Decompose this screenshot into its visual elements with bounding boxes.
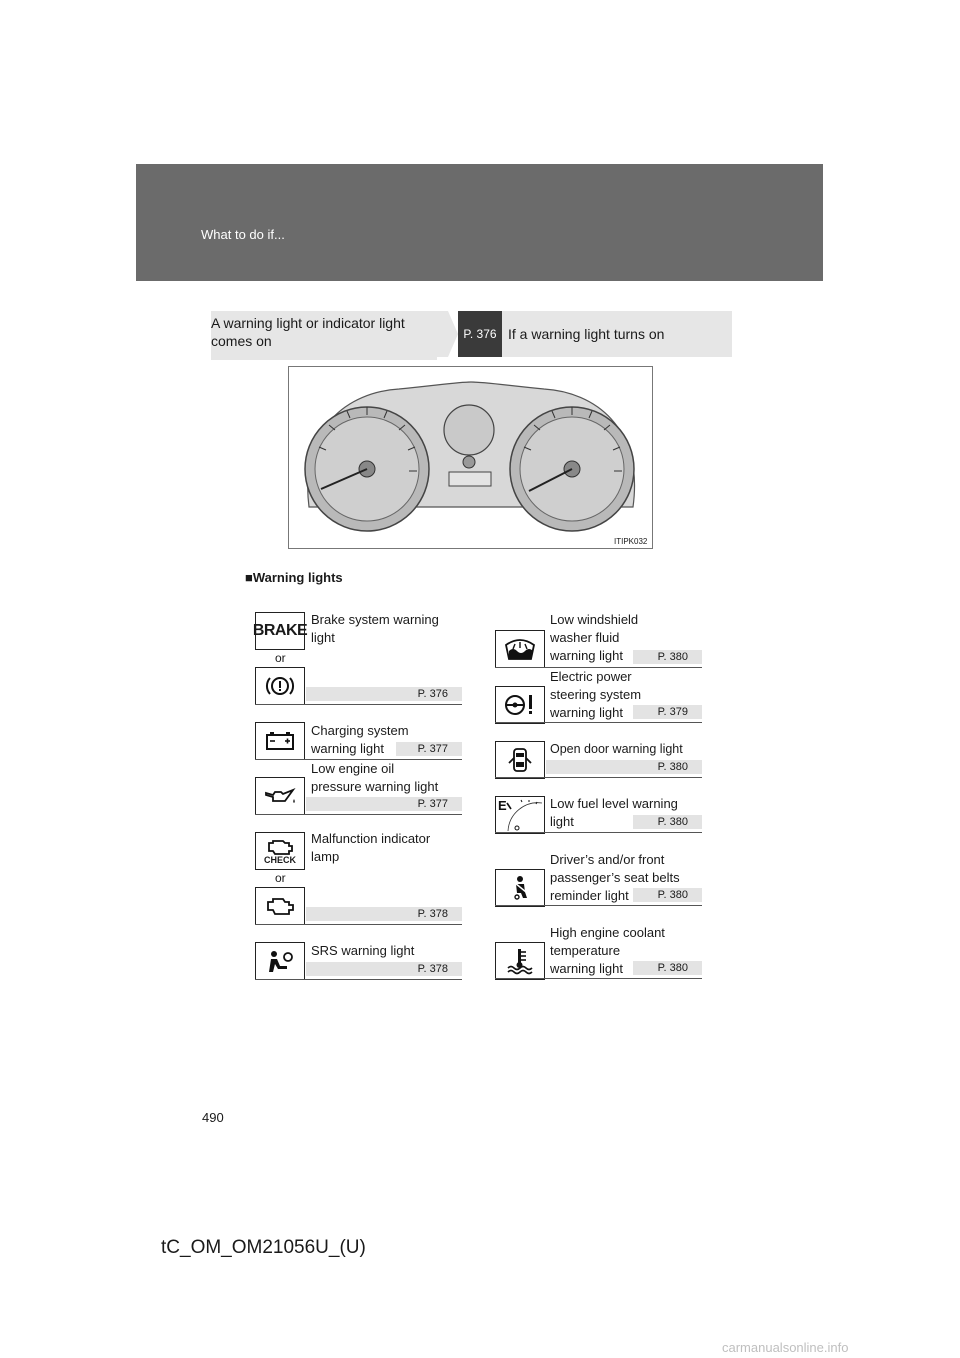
nav-topic-line1: A warning light or indicator light	[211, 315, 405, 331]
nav-arrow-icon	[436, 311, 458, 357]
washer-desc-line3: warning light	[550, 648, 623, 663]
divider	[495, 905, 702, 906]
svg-text:E: E	[498, 798, 507, 813]
check-engine-text-icon	[255, 832, 305, 870]
coolant-desc-line1: High engine coolant	[550, 925, 665, 940]
srs-page-ref[interactable]: P. 378	[306, 962, 462, 976]
brake-desc	[311, 611, 461, 647]
check-icon-text: CHECK	[263, 854, 296, 865]
or-label: or	[275, 651, 286, 665]
fuel-desc-line2: light	[550, 814, 574, 829]
fuel-page-ref[interactable]: P. 380	[633, 815, 702, 829]
seatbelt-icon	[495, 869, 545, 907]
oil-desc-line2: pressure warning light	[311, 779, 439, 794]
or-label: or	[275, 871, 286, 885]
washer-fluid-icon	[495, 630, 545, 668]
eps-desc-line3: warning light	[550, 705, 623, 720]
divider	[255, 979, 462, 980]
malfunction-desc-line2: lamp	[311, 849, 340, 864]
eps-desc-line1: Electric power	[550, 669, 632, 684]
divider	[255, 704, 462, 705]
door-page-ref[interactable]: P. 380	[546, 760, 702, 774]
airbag-icon	[255, 942, 305, 980]
watermark: carmanualsonline.info	[722, 1340, 849, 1355]
section-title: ■Warning lights	[245, 570, 343, 585]
door-desc	[550, 740, 700, 758]
steering-wheel-exclamation-icon	[495, 686, 545, 724]
engine-icon	[255, 887, 305, 925]
instrument-cluster-illustration	[289, 367, 652, 548]
oil-desc-line1: Low engine oil	[311, 761, 395, 776]
figure-code: ITIPK032	[614, 537, 648, 546]
divider	[255, 924, 462, 925]
door-desc-line1: Open door warning light	[550, 742, 683, 756]
oil-page-ref[interactable]: P. 377	[306, 797, 462, 811]
divider	[255, 814, 462, 815]
malfunction-desc-line1: Malfunction indicator	[311, 831, 431, 846]
header-band	[136, 164, 823, 281]
seatbelt-desc-line2: passenger’s seat belts	[550, 870, 680, 885]
header-title: What to do if...	[201, 227, 285, 242]
srs-desc	[311, 942, 461, 960]
malfunction-page-ref[interactable]: P. 378	[306, 907, 462, 921]
malfunction-desc	[311, 830, 461, 866]
page-ref-tab[interactable]: P. 376	[458, 311, 502, 357]
instrument-cluster-figure	[288, 366, 653, 549]
brake-icon-text: BRAKE	[252, 622, 308, 639]
divider	[495, 978, 702, 979]
divider	[495, 722, 702, 723]
brake-desc-line1: Brake system warning	[311, 612, 439, 627]
coolant-desc-line2: temperature	[550, 943, 621, 958]
washer-page-ref[interactable]: P. 380	[633, 650, 702, 664]
divider	[495, 832, 702, 833]
coolant-desc-line3: warning light	[550, 961, 623, 976]
fuel-gauge-e-icon	[495, 796, 545, 834]
document-code: tC_OM_OM21056U_(U)	[161, 1237, 366, 1258]
charging-desc-line2: warning light	[311, 741, 384, 756]
brake-page-ref[interactable]: P. 376	[306, 687, 462, 701]
battery-icon	[255, 722, 305, 760]
brake-text-icon	[252, 612, 308, 650]
washer-desc-line1: Low windshield	[550, 612, 639, 627]
eps-page-ref[interactable]: P. 379	[633, 705, 702, 719]
open-door-icon	[495, 741, 545, 779]
washer-desc-line2: washer fluid	[550, 630, 620, 645]
fuel-desc-line1: Low fuel level warning	[550, 796, 678, 811]
brake-desc-line2: light	[311, 630, 335, 645]
nav-destination[interactable]: If a warning light turns on	[502, 311, 732, 357]
oil-desc	[311, 760, 461, 796]
srs-desc-line1: SRS warning light	[311, 943, 415, 958]
divider	[495, 777, 702, 778]
eps-desc-line2: steering system	[550, 687, 642, 702]
charging-page-ref[interactable]: P. 377	[396, 742, 462, 756]
seatbelt-desc-line3: reminder light	[550, 888, 629, 903]
coolant-page-ref[interactable]: P. 380	[633, 961, 702, 975]
coolant-temperature-icon	[495, 942, 545, 980]
seatbelt-desc-line1: Driver’s and/or front	[550, 852, 665, 867]
charging-desc-line1: Charging system	[311, 723, 409, 738]
oil-can-icon	[255, 777, 305, 815]
nav-topic-line2: comes on	[211, 333, 272, 349]
page-number: 490	[202, 1110, 224, 1125]
seatbelt-page-ref[interactable]: P. 380	[633, 888, 702, 902]
brake-circle-exclamation-icon	[255, 667, 305, 705]
nav-topic-box	[211, 311, 437, 360]
